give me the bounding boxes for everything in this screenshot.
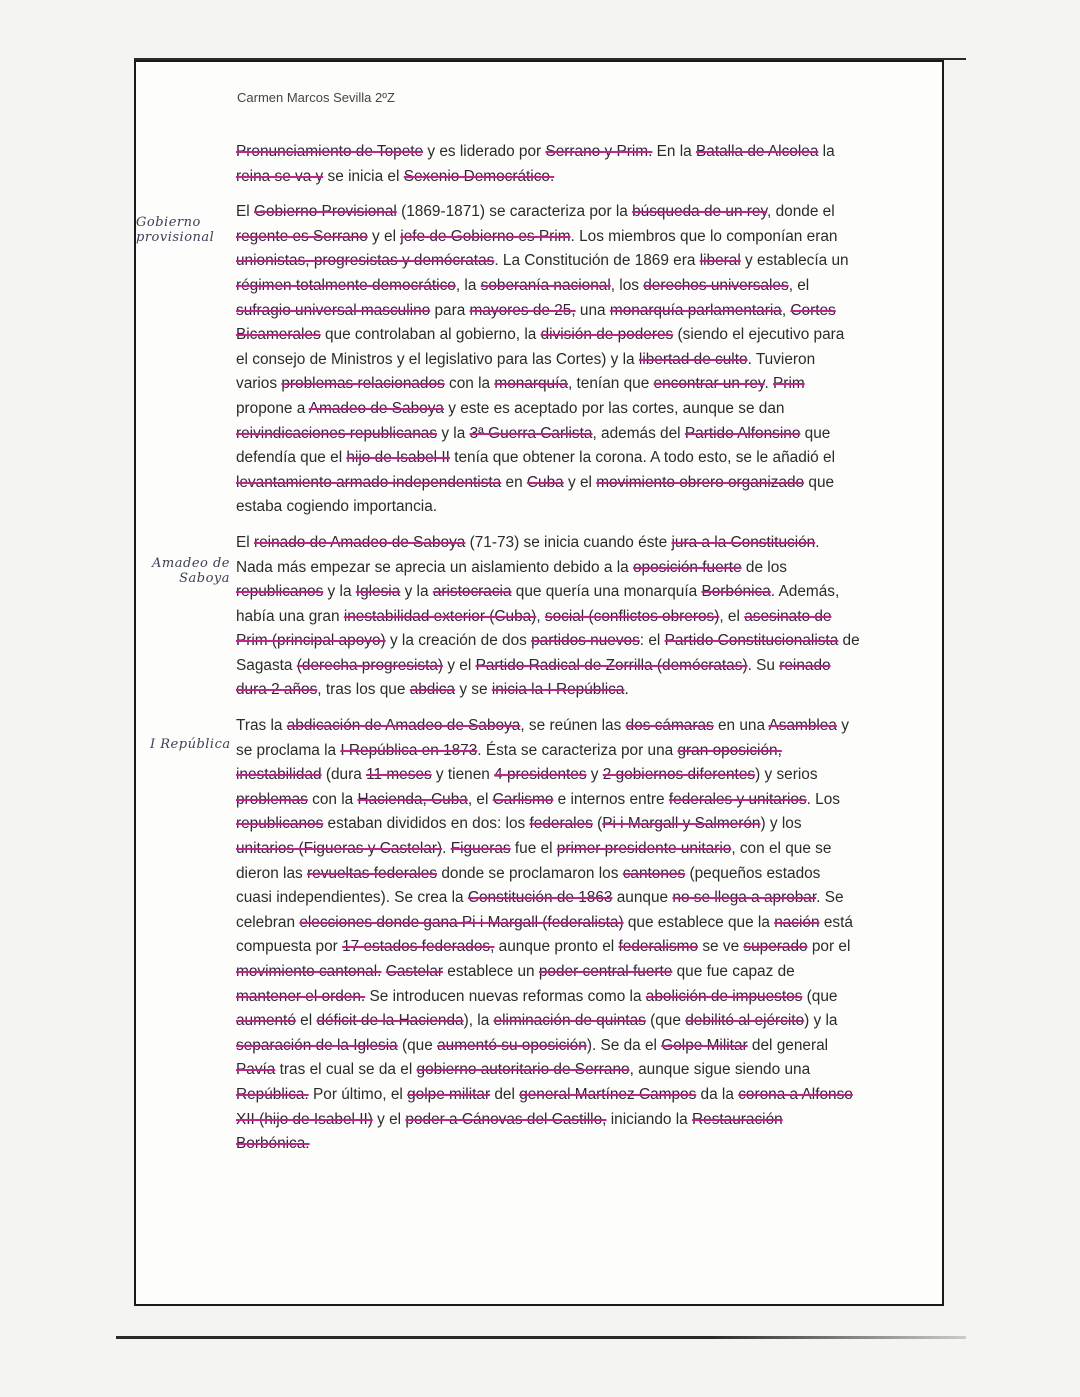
highlighted-text: déficit de la Hacienda xyxy=(316,1012,464,1030)
body-text: (pequeños estados cuasi independientes). Se crea la xyxy=(236,864,821,907)
highlighted-text: soberanía nacional xyxy=(480,276,611,294)
body-text: y establecía un xyxy=(740,252,849,270)
highlighted-text: monarquía parlamentaria xyxy=(609,301,782,319)
margin-note-gobierno xyxy=(136,215,214,245)
highlighted-text: problemas relacionados xyxy=(281,375,445,393)
highlighted-text: reinado de Amadeo de Saboya xyxy=(253,533,466,551)
body-text: ), la xyxy=(463,1012,494,1030)
highlighted-text: Asamblea xyxy=(768,717,837,735)
body-text: y es liderado por xyxy=(423,143,546,160)
highlighted-text: Partido Constitucionalista xyxy=(664,632,839,650)
body-text: , donde el xyxy=(767,203,835,221)
body-text: . Tuvieron varios xyxy=(236,350,816,393)
highlighted-text: golpe militar xyxy=(407,1085,491,1103)
body-text: (dura xyxy=(321,766,367,784)
highlighted-text: partidos nuevos xyxy=(531,632,640,650)
body-text: Por último, el xyxy=(308,1085,408,1103)
highlighted-text: Hacienda, Cuba xyxy=(357,790,468,808)
highlighted-text: Prim xyxy=(773,375,805,393)
highlighted-text: Pavía xyxy=(236,1061,276,1079)
document-body xyxy=(236,140,860,1168)
highlighted-text: Cuba xyxy=(526,473,564,491)
body-text: En la xyxy=(652,143,697,160)
body-text: . Ésta se caracteriza por una xyxy=(477,741,678,759)
body-text: y se proclama la xyxy=(236,717,849,759)
body-text: de Sagasta xyxy=(236,632,860,674)
body-text: en una xyxy=(713,717,769,735)
highlighted-text: jefe de Gobierno es Prim xyxy=(400,227,571,245)
body-text: una xyxy=(575,301,610,319)
body-text: . xyxy=(624,681,629,699)
body-text: , xyxy=(781,301,791,319)
paragraph-primera-republica xyxy=(236,714,860,1157)
body-text: aunque pronto el xyxy=(494,938,619,956)
highlighted-text: abdica xyxy=(409,681,456,699)
highlighted-text: Pronunciamiento de Topete xyxy=(236,143,424,160)
highlighted-text: republicanos xyxy=(236,815,324,833)
body-text: , tras los que xyxy=(317,681,410,699)
highlighted-text: reinado dura 2 años xyxy=(236,656,831,699)
highlighted-text: Pi i Margall y Salmerón xyxy=(602,815,761,833)
highlighted-text: 3ª Guerra Carlista xyxy=(469,424,593,442)
body-text: (que xyxy=(397,1036,438,1054)
highlighted-text: aristocracia xyxy=(432,583,512,601)
body-text: ). Se da el xyxy=(586,1036,662,1054)
highlighted-text: Sexenio Democrático. xyxy=(403,167,555,185)
body-text: y la xyxy=(437,424,470,442)
body-text: y la xyxy=(323,583,356,601)
highlighted-text: poder a Cánovas del Castillo, xyxy=(405,1110,607,1128)
margin-note-line: provisional xyxy=(136,230,215,245)
highlighted-text: jura a la Constitución xyxy=(671,533,816,551)
highlighted-text: Partido Alfonsino xyxy=(684,424,801,442)
body-text: y la creación de dos xyxy=(385,632,532,650)
body-text: por el xyxy=(807,938,851,956)
body-text: en xyxy=(501,473,527,491)
highlighted-text: movimiento cantonal. xyxy=(236,963,382,980)
highlighted-text: primer presidente unitario xyxy=(556,840,732,858)
body-text: y xyxy=(586,766,603,784)
body-text: y tienen xyxy=(431,766,495,784)
highlighted-text: 2 gobiernos diferentes xyxy=(602,766,756,784)
body-text: el xyxy=(295,1012,317,1030)
highlighted-text: sufragio universal masculino xyxy=(236,301,431,319)
body-text: (71-73) se inicia cuando éste xyxy=(465,533,672,551)
body-text: donde se proclamaron los xyxy=(437,864,623,882)
highlighted-text: cantones xyxy=(622,864,686,882)
highlighted-text: separación de la Iglesia xyxy=(236,1036,398,1054)
highlighted-text: aumentó su oposición xyxy=(437,1036,587,1054)
body-text: , la xyxy=(455,276,481,294)
highlighted-text: elecciones donde gana Pi i Margall (federalista) xyxy=(299,913,624,931)
body-text: , el xyxy=(467,790,493,808)
body-text: e internos entre xyxy=(553,790,669,808)
highlighted-text: abolición de impuestos xyxy=(645,987,803,1005)
margin-note-republica xyxy=(150,737,231,752)
body-text: . Se celebran xyxy=(236,889,844,931)
highlighted-text: gobierno autoritario de Serrano xyxy=(416,1061,630,1079)
highlighted-text: Gobierno Provisional xyxy=(253,203,397,221)
highlighted-text: Borbónica xyxy=(701,583,771,601)
highlighted-text: Iglesia xyxy=(355,583,401,601)
highlighted-text: Serrano y Prim. xyxy=(545,143,653,160)
body-text: Tras la xyxy=(236,717,287,735)
paragraph-pronunciamiento xyxy=(236,140,860,189)
body-text: y este es aceptado por las cortes, aunque se dan xyxy=(443,399,785,417)
highlighted-text: superado xyxy=(743,938,808,956)
body-text: , los xyxy=(610,276,644,294)
highlighted-text: Partido Radical de Zorrilla (demócratas) xyxy=(475,656,748,674)
body-text: establece un xyxy=(443,963,539,980)
body-text: : el xyxy=(639,632,665,650)
body-text: , el xyxy=(719,607,745,625)
highlighted-text: inestabilidad xyxy=(236,766,322,784)
body-text: y se xyxy=(455,681,492,699)
body-text: y el xyxy=(367,227,401,245)
body-text: tenía que obtener la corona. A todo esto, se le añadió el xyxy=(449,449,835,467)
body-text: se inicia el xyxy=(323,167,404,185)
body-text: estaban divididos en dos: los xyxy=(323,815,530,833)
highlighted-text: mayores de 25, xyxy=(469,301,576,319)
highlighted-text: monarquía xyxy=(494,375,568,393)
highlighted-text: Batalla de Alcolea xyxy=(696,143,819,160)
highlighted-text: social (conflictos obreros) xyxy=(544,607,720,625)
highlighted-text: reina se va y xyxy=(236,167,324,185)
margin-note-line: I República xyxy=(150,737,231,752)
body-text: Se introducen nuevas reformas como la xyxy=(365,987,646,1005)
body-text: y la xyxy=(400,583,433,601)
highlighted-text: federalismo xyxy=(618,938,699,956)
highlighted-text: debilitó al ejército xyxy=(685,1012,805,1030)
highlighted-text: Restauración Borbónica. xyxy=(236,1110,783,1153)
margin-note-line: Saboya xyxy=(179,571,230,586)
body-text: , además del xyxy=(592,424,685,442)
highlighted-text: Carlismo xyxy=(492,790,554,808)
paragraph-amadeo-saboya xyxy=(236,531,860,703)
body-text: que fue capaz de xyxy=(672,963,795,980)
highlighted-text: corona a Alfonso XII (hijo de Isabel II) xyxy=(236,1085,853,1128)
bottom-rule xyxy=(116,1336,966,1339)
highlighted-text: mantener el orden. xyxy=(236,987,366,1005)
highlighted-text: gran oposición, xyxy=(677,741,782,759)
body-text: iniciando la xyxy=(606,1110,693,1128)
highlighted-text: federales xyxy=(529,815,593,833)
paragraph-gobierno-provisional xyxy=(236,200,860,520)
highlighted-text: unitarios (Figueras y Castelar) xyxy=(236,840,443,858)
highlighted-text: (derecha progresista) xyxy=(296,656,444,674)
highlighted-text: Constitución de 1863 xyxy=(467,889,613,907)
body-text: y el xyxy=(443,656,476,674)
body-text: fue el xyxy=(510,840,557,858)
highlighted-text: general Martínez Campos xyxy=(519,1085,697,1103)
highlighted-text: aumentó xyxy=(236,1012,296,1030)
highlighted-text: federales y unitarios xyxy=(668,790,807,808)
body-text: ) y la xyxy=(804,1012,838,1030)
body-text: . Los xyxy=(806,790,840,808)
margin-note-line: Amadeo de xyxy=(152,556,230,571)
body-text: ( xyxy=(592,815,603,833)
highlighted-text: régimen totalmente democrático xyxy=(236,276,456,294)
highlighted-text: dos cámaras xyxy=(625,717,714,735)
highlighted-text: republicanos xyxy=(236,583,324,601)
highlighted-text: 17 estados federados, xyxy=(342,938,495,956)
highlighted-text: derechos universales xyxy=(643,276,789,294)
body-text: para xyxy=(430,301,470,319)
highlighted-text: Amadeo de Saboya xyxy=(308,399,444,417)
highlighted-text: 11 meses xyxy=(366,766,432,784)
body-text: . Nada más empezar se aprecia un aislamiento debido a la xyxy=(236,533,820,576)
body-text: El xyxy=(236,533,254,551)
highlighted-text: Cortes Bicamerales xyxy=(236,301,836,344)
body-text: aunque xyxy=(612,889,673,907)
body-text: . Los miembros que lo componían eran xyxy=(570,227,838,245)
author-header: Carmen Marcos Sevilla 2ºZ xyxy=(237,90,395,105)
body-text: se ve xyxy=(698,938,744,956)
highlighted-text: nación xyxy=(774,913,820,931)
body-text: que controlaban al gobierno, la xyxy=(320,326,541,344)
highlighted-text: I República en 1873 xyxy=(340,741,478,759)
highlighted-text: inestabilidad exterior (Cuba) xyxy=(343,607,537,625)
highlighted-text: eliminación de quintas xyxy=(493,1012,646,1030)
body-text: (siendo el ejecutivo para el consejo de Ministros y el legislativo para las Cortes) y la xyxy=(236,326,845,368)
margin-note-amadeo xyxy=(148,556,230,586)
body-text: que defendía que el xyxy=(236,424,831,467)
body-text: del general xyxy=(747,1036,829,1054)
body-text: está compuesta por xyxy=(236,913,853,956)
body-text: y el xyxy=(563,473,597,491)
body-text: ) y serios xyxy=(755,766,818,784)
highlighted-text: revueltas federales xyxy=(307,864,438,882)
body-text: que quería una monarquía xyxy=(511,583,702,601)
body-text: la xyxy=(818,143,835,160)
body-text: . xyxy=(442,840,451,858)
body-text: . Su xyxy=(747,656,780,674)
highlighted-text: Golpe Militar xyxy=(661,1036,748,1054)
body-text: del xyxy=(490,1085,520,1103)
margin-note-line: Gobierno xyxy=(136,215,201,230)
body-text: , xyxy=(536,607,545,625)
body-text: , con el que se dieron las xyxy=(236,840,832,882)
body-text: de los xyxy=(741,558,787,576)
body-text: tras el cual se da el xyxy=(275,1061,417,1079)
highlighted-text: 4 presidentes xyxy=(494,766,587,784)
highlighted-text: República. xyxy=(236,1085,309,1103)
body-text: y el xyxy=(372,1110,406,1128)
highlighted-text: movimiento obrero organizado xyxy=(596,473,805,491)
highlighted-text: unionistas, progresistas y demócratas xyxy=(236,252,495,270)
highlighted-text: libertad de culto xyxy=(638,350,748,368)
body-text: , aunque sigue siendo una xyxy=(629,1061,811,1079)
body-text: , se reúnen las xyxy=(520,717,626,735)
body-text: con la xyxy=(444,375,495,393)
highlighted-text: búsqueda de un rey xyxy=(632,203,768,221)
highlighted-text: reivindicaciones republicanas xyxy=(236,424,438,442)
body-text: . Además, había una gran xyxy=(236,583,840,625)
body-text: da la xyxy=(696,1085,739,1103)
highlighted-text: Figueras xyxy=(450,840,511,858)
highlighted-text: liberal xyxy=(699,252,741,270)
highlighted-text: poder central fuerte xyxy=(538,963,673,980)
highlighted-text: abdicación de Amadeo de Saboya xyxy=(286,717,521,735)
body-text: que estaba cogiendo importancia. xyxy=(236,473,835,516)
body-text: (que xyxy=(645,1012,686,1030)
highlighted-text: división de poderes xyxy=(540,326,674,344)
highlighted-text: problemas xyxy=(236,790,308,808)
body-text: , tenían que xyxy=(567,375,654,393)
highlighted-text: levantamiento armado independentista xyxy=(236,473,502,491)
body-text: con la xyxy=(307,790,358,808)
body-text: (que xyxy=(802,987,838,1005)
body-text: propone a xyxy=(236,399,309,417)
highlighted-text: encontrar un rey xyxy=(653,375,765,393)
body-text: que establece que la xyxy=(623,913,775,931)
body-text: . xyxy=(764,375,774,393)
highlighted-text: no se llega a aprobar xyxy=(672,889,817,907)
body-text: (1869-1871) se caracteriza por la xyxy=(396,203,633,221)
highlighted-text: Castelar xyxy=(385,963,444,980)
highlighted-text: hijo de Isabel II xyxy=(346,449,450,467)
body-text: , el xyxy=(788,276,810,294)
body-text: ) y los xyxy=(760,815,802,833)
body-text: . La Constitución de 1869 era xyxy=(494,252,700,270)
highlighted-text: oposición fuerte xyxy=(632,558,742,576)
body-text: El xyxy=(236,203,254,221)
highlighted-text: regente es Serrano xyxy=(236,227,368,245)
highlighted-text: inicia la I República xyxy=(491,681,625,699)
highlighted-text: asesinato de Prim (principal apoyo) xyxy=(236,607,832,650)
